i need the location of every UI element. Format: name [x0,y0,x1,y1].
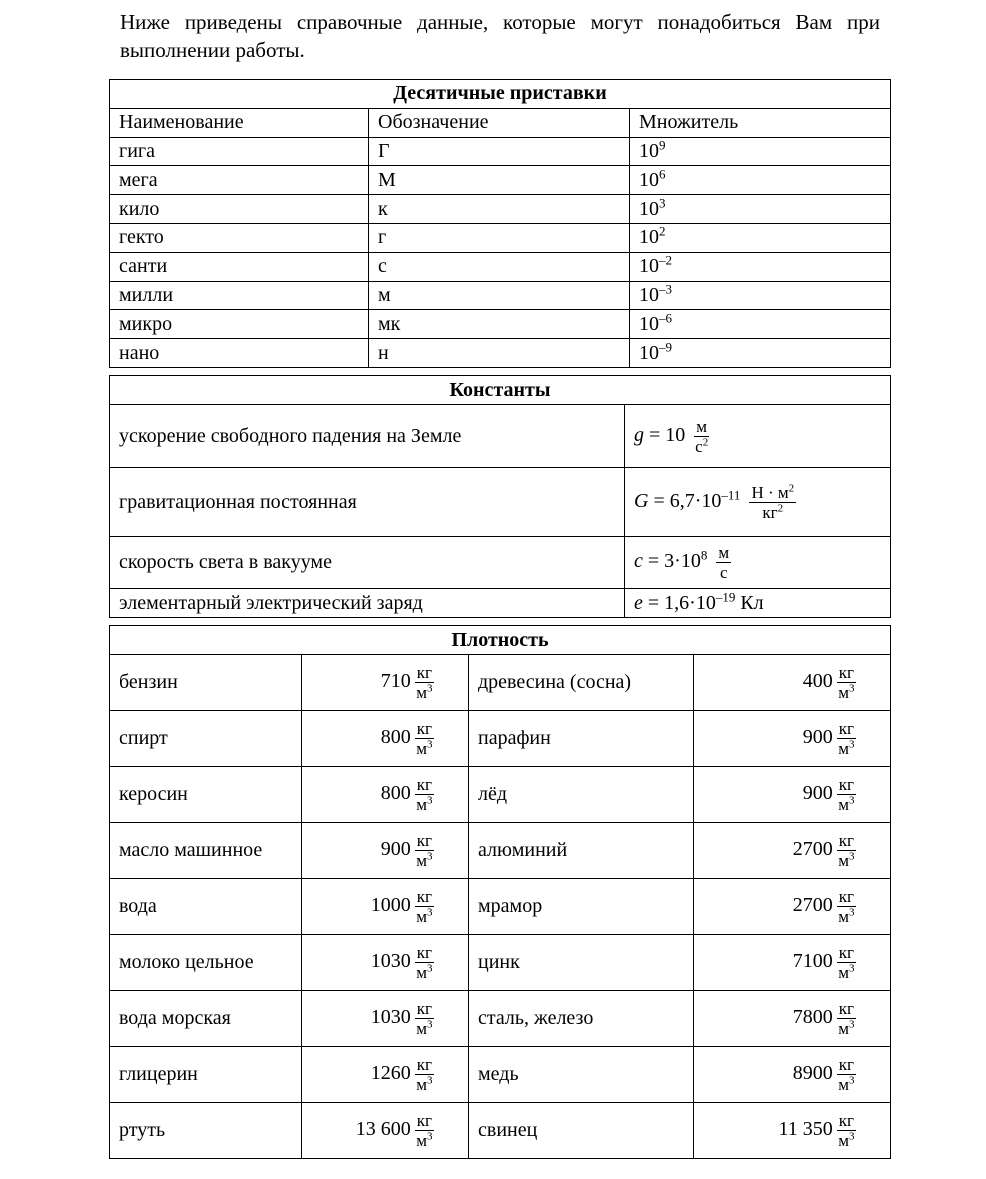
constant-value: = 1,6·10 [642,591,716,614]
constant-value-cell [625,405,891,468]
unit-numerator: м [718,543,730,562]
prefix-exponent: –6 [659,310,672,326]
prefix-exponent: –3 [659,281,672,297]
prefixes-header-name: Наименование [110,108,369,137]
constants-title: Константы [110,376,891,405]
density-unit: $\frac{кг}{м^3}$ [838,943,855,982]
prefix-multiplier: $10^2$ [630,223,891,252]
density-table [109,625,891,1159]
prefix-name: микро [110,310,369,339]
prefix-row [110,252,891,281]
constant-symbol: G [634,489,649,512]
prefix-name: гига [110,137,369,166]
prefix-multiplier: $10^{-9}$ [630,339,891,368]
substance-name: сталь, железо [469,991,694,1047]
constant-value-cell [625,468,891,537]
density-row [110,1103,891,1159]
substance-density: 1260 $\frac{кг}{м^3}$ [302,1047,469,1103]
prefix-row [110,281,891,310]
constant-value-exponent: –11 [721,486,741,502]
prefixes-title: Десятичные приставки [110,80,891,109]
unit-denominator: $с^2$ [695,435,709,456]
prefix-symbol: к [369,195,630,224]
density-row [110,655,891,711]
prefix-row [110,223,891,252]
substance-density: 800 $\frac{кг}{м^3}$ [302,711,469,767]
substance-name: алюминий [469,823,694,879]
unit-denominator: $кг^2$ [762,501,784,522]
substance-name: древесина (сосна) [469,655,694,711]
density-unit: $\frac{кг}{м^3}$ [838,775,855,814]
substance-density: 7800 $\frac{кг}{м^3}$ [694,991,891,1047]
substance-name: вода [110,879,302,935]
prefix-symbol: Г [369,137,630,166]
constant-symbol: g [634,423,644,446]
prefix-row [110,339,891,368]
substance-density: 11 350 $\frac{кг}{м^3}$ [694,1103,891,1159]
constant-row [110,405,891,468]
density-unit: $\frac{кг}{м^3}$ [838,887,855,926]
prefix-exponent: 6 [659,166,666,182]
density-unit: $\frac{кг}{м^3}$ [416,719,433,758]
substance-name: ртуть [110,1103,302,1159]
substance-density: 13 600 $\frac{кг}{м^3}$ [302,1103,469,1159]
constant-unit [749,481,796,522]
constant-value: = 10 [644,423,686,446]
substance-density: 7100 $\frac{кг}{м^3}$ [694,935,891,991]
prefix-name: санти [110,252,369,281]
constant-value: = 6,7·10 [648,489,722,512]
substance-name: спирт [110,711,302,767]
density-unit: $\frac{кг}{м^3}$ [416,775,433,814]
prefixes-header-symbol: Обозначение [369,108,630,137]
substance-name: цинк [469,935,694,991]
constant-unit: Кл [735,591,764,614]
prefix-exponent: –9 [659,338,672,354]
constant-row [110,589,891,618]
prefix-symbol: г [369,223,630,252]
substance-density: 400 $\frac{кг}{м^3}$ [694,655,891,711]
prefix-name: нано [110,339,369,368]
substance-density: 1030 $\frac{кг}{м^3}$ [302,991,469,1047]
density-unit: $\frac{кг}{м^3}$ [838,719,855,758]
density-unit: $\frac{кг}{м^3}$ [416,663,433,702]
substance-density: 900 $\frac{кг}{м^3}$ [302,823,469,879]
constant-value-exponent: –19 [715,588,736,604]
substance-name: бензин [110,655,302,711]
unit-denominator: с [719,563,728,582]
constant-row [110,537,891,589]
density-unit: $\frac{кг}{м^3}$ [416,1055,433,1094]
constant-value: = 3·10 [642,550,701,573]
constants-table [109,375,891,618]
prefix-exponent: 9 [659,137,666,153]
prefix-symbol: мк [369,310,630,339]
substance-density: 900 $\frac{кг}{м^3}$ [694,767,891,823]
prefix-name: кило [110,195,369,224]
substance-name: лёд [469,767,694,823]
unit-numerator: м [696,416,708,436]
prefix-exponent: –2 [659,252,672,268]
prefix-row [110,195,891,224]
prefix-symbol: М [369,166,630,195]
constant-unit [694,418,709,455]
prefixes-header-multiplier: Множитель [630,108,891,137]
prefix-symbol: м [369,281,630,310]
density-unit: $\frac{кг}{м^3}$ [416,943,433,982]
prefixes-table [109,79,891,368]
density-row [110,767,891,823]
prefix-exponent: 3 [659,194,666,210]
substance-name: свинец [469,1103,694,1159]
substance-density: 1000 $\frac{кг}{м^3}$ [302,879,469,935]
prefix-row [110,137,891,166]
substance-name: глицерин [110,1047,302,1103]
density-unit: $\frac{кг}{м^3}$ [838,1111,855,1150]
constant-unit [716,544,731,581]
density-title: Плотность [110,626,891,655]
density-unit: $\frac{кг}{м^3}$ [416,887,433,926]
constant-value-cell [625,589,891,618]
density-row [110,879,891,935]
density-row [110,1047,891,1103]
density-unit: $\frac{кг}{м^3}$ [838,1055,855,1094]
substance-density: 1030 $\frac{кг}{м^3}$ [302,935,469,991]
substance-name: парафин [469,711,694,767]
constant-value-exponent: 8 [700,547,708,563]
substance-density: 2700 $\frac{кг}{м^3}$ [694,823,891,879]
density-unit: $\frac{кг}{м^3}$ [416,831,433,870]
unit-numerator: $Н \cdot м^2$ [751,481,795,502]
substance-density: 900 $\frac{кг}{м^3}$ [694,711,891,767]
substance-name: молоко цельное [110,935,302,991]
prefix-multiplier: $10^{-3}$ [630,281,891,310]
density-row [110,935,891,991]
constant-name: гравитационная постоянная [110,468,625,537]
prefix-symbol: н [369,339,630,368]
density-unit: $\frac{кг}{м^3}$ [416,999,433,1038]
density-row [110,991,891,1047]
prefix-name: мега [110,166,369,195]
substance-density: 2700 $\frac{кг}{м^3}$ [694,879,891,935]
density-unit: $\frac{кг}{м^3}$ [838,999,855,1038]
constant-name: скорость света в вакууме [110,537,625,589]
prefix-row [110,310,891,339]
prefix-multiplier: $10^3$ [630,195,891,224]
prefix-name: гекто [110,223,369,252]
constant-value-cell [625,537,891,589]
prefix-multiplier: $10^{-6}$ [630,310,891,339]
density-unit: $\frac{кг}{м^3}$ [838,831,855,870]
prefix-multiplier: $10^9$ [630,137,891,166]
prefix-row [110,166,891,195]
density-unit: $\frac{кг}{м^3}$ [838,663,855,702]
substance-name: керосин [110,767,302,823]
density-unit: $\frac{кг}{м^3}$ [416,1111,433,1150]
constant-name: ускорение свободного падения на Земле [110,405,625,468]
constant-symbol: e [634,591,643,614]
substance-name: мрамор [469,879,694,935]
substance-name: медь [469,1047,694,1103]
substance-density: 710 $\frac{кг}{м^3}$ [302,655,469,711]
density-row [110,823,891,879]
substance-name: масло машинное [110,823,302,879]
prefix-name: милли [110,281,369,310]
prefix-multiplier: $10^6$ [630,166,891,195]
constant-symbol: c [634,550,643,573]
substance-density: 8900 $\frac{кг}{м^3}$ [694,1047,891,1103]
constant-row [110,468,891,537]
prefix-multiplier: $10^{-2}$ [630,252,891,281]
prefix-exponent: 2 [659,223,666,239]
prefix-symbol: с [369,252,630,281]
constant-name: элементарный электрический заряд [110,589,625,618]
substance-name: вода морская [110,991,302,1047]
intro-text: Ниже приведены справочные данные, которые могут понадобиться Вам при выполнении работы. [120,10,880,62]
density-row [110,711,891,767]
substance-density: 800 $\frac{кг}{м^3}$ [302,767,469,823]
